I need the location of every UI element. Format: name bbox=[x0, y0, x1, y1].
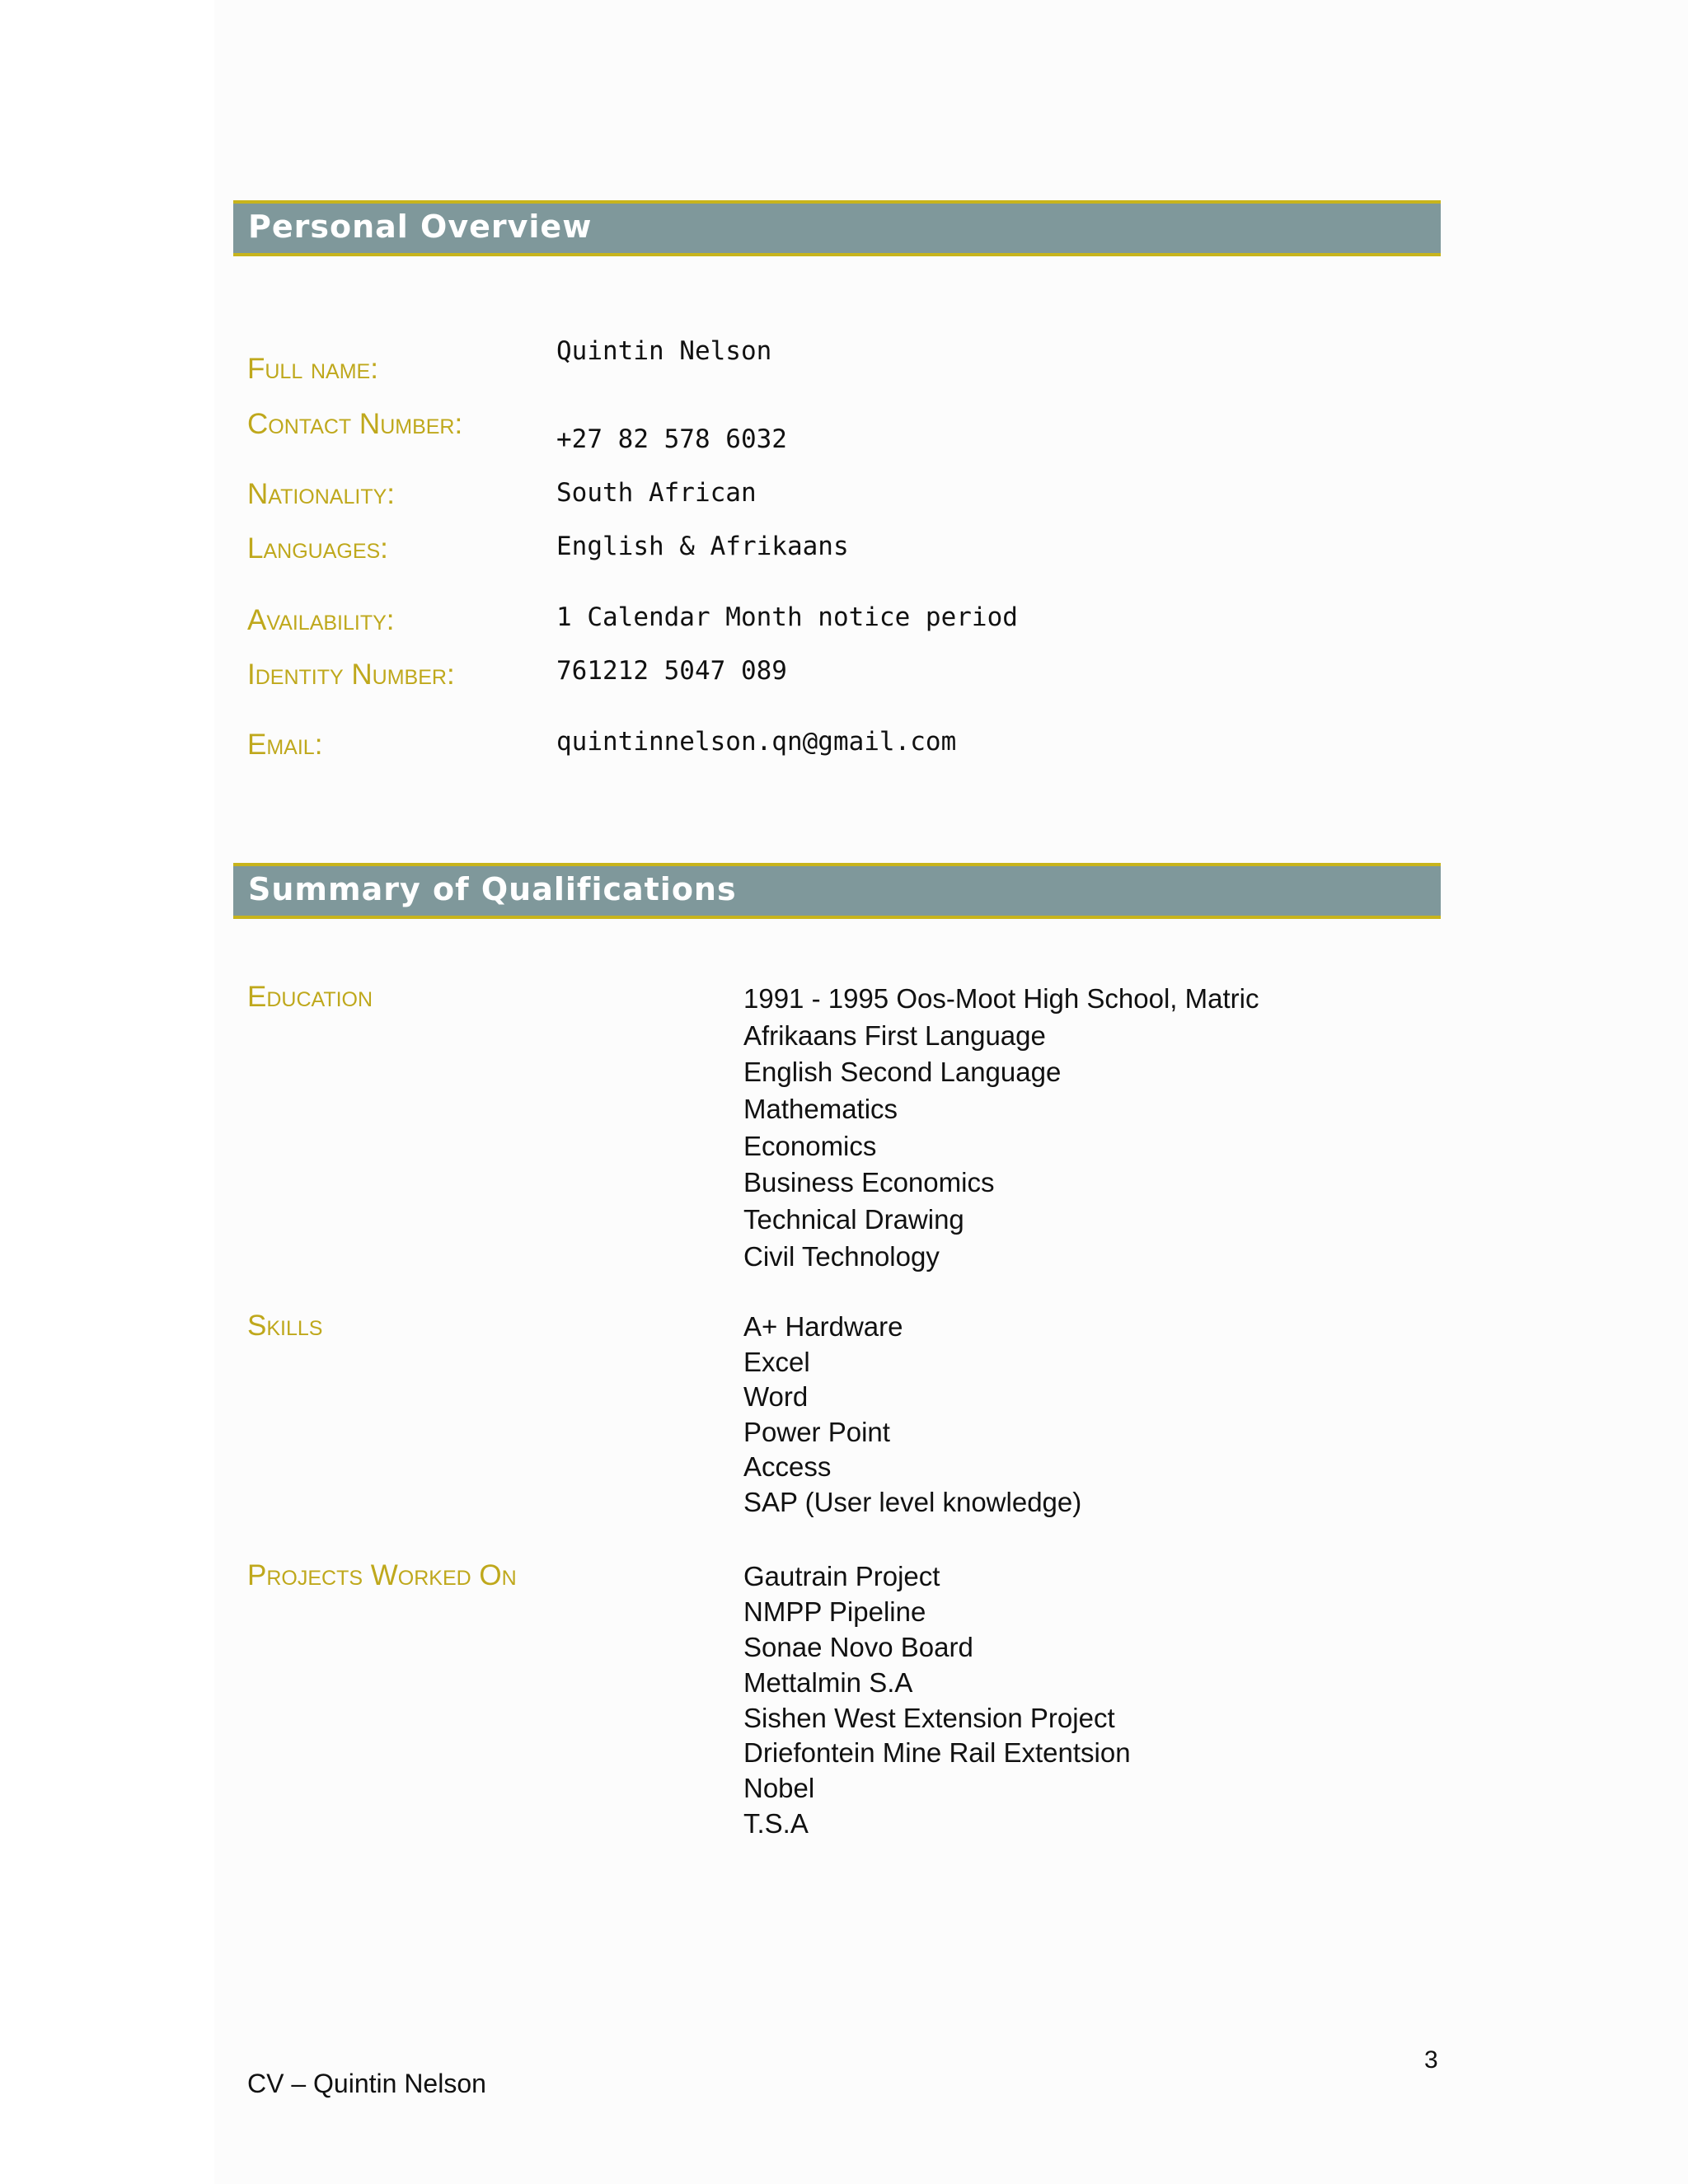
list-item: Technical Drawing bbox=[743, 1204, 964, 1235]
list-item: English Second Language bbox=[743, 1057, 1062, 1088]
list-item: Power Point bbox=[743, 1416, 890, 1447]
list-item: NMPP Pipeline bbox=[743, 1596, 926, 1627]
email-label: Email: bbox=[247, 729, 323, 761]
list-item: Access bbox=[743, 1451, 832, 1483]
personal-overview-header bbox=[233, 200, 1441, 256]
list-item: Afrikaans First Language bbox=[743, 1019, 1046, 1051]
identity-number-label: Identity Number: bbox=[247, 658, 455, 691]
email-value: quintinnelson.qn@gmail.com bbox=[556, 727, 957, 757]
languages-value: English & Afrikaans bbox=[556, 532, 849, 561]
list-item: Driefontein Mine Rail Extentsion bbox=[743, 1737, 1131, 1769]
list-item: Economics bbox=[743, 1130, 877, 1161]
projects-list bbox=[743, 1559, 1131, 1842]
identity-number-value: 761212 5047 089 bbox=[556, 656, 787, 686]
list-item: Civil Technology bbox=[743, 1240, 940, 1272]
availability-label: Availability: bbox=[247, 604, 395, 636]
projects-label: Projects Worked On bbox=[247, 1559, 517, 1591]
list-item: Word bbox=[743, 1381, 809, 1413]
education-list bbox=[743, 981, 1259, 1276]
list-item: Mathematics bbox=[743, 1094, 898, 1125]
list-item: Nobel bbox=[743, 1773, 815, 1804]
list-item: A+ Hardware bbox=[743, 1311, 903, 1342]
list-item: Excel bbox=[743, 1346, 810, 1377]
skills-label: Skills bbox=[247, 1310, 323, 1342]
skills-list bbox=[743, 1310, 1081, 1521]
list-item: SAP (User level knowledge) bbox=[743, 1486, 1082, 1517]
list-item: Sonae Novo Board bbox=[743, 1631, 973, 1662]
list-item: 1991 - 1995 Oos-Moot High School, Matric bbox=[743, 983, 1259, 1014]
page-number: 3 bbox=[1424, 2046, 1438, 2074]
list-item: Mettalmin S.A bbox=[743, 1666, 913, 1698]
summary-qualifications-title: Summary of Qualifications bbox=[248, 871, 737, 907]
list-item: Gautrain Project bbox=[743, 1561, 940, 1591]
list-item: T.S.A bbox=[743, 1808, 809, 1840]
personal-overview-title: Personal Overview bbox=[248, 209, 593, 245]
availability-value: 1 Calendar Month notice period bbox=[556, 602, 1018, 632]
list-item: Business Economics bbox=[743, 1167, 995, 1198]
education-label: Education bbox=[247, 981, 373, 1013]
full-name-label: Full name: bbox=[247, 353, 378, 385]
contact-number-value: +27 82 578 6032 bbox=[556, 424, 787, 454]
nationality-label: Nationality: bbox=[247, 478, 396, 510]
summary-qualifications-header bbox=[233, 863, 1441, 919]
list-item: Sishen West Extension Project bbox=[743, 1702, 1115, 1733]
footer-text: CV – Quintin Nelson bbox=[247, 2069, 486, 2098]
languages-label: Languages: bbox=[247, 532, 388, 565]
full-name-value: Quintin Nelson bbox=[556, 336, 772, 366]
contact-number-label: Contact Number: bbox=[247, 408, 463, 440]
nationality-value: South African bbox=[556, 478, 757, 508]
